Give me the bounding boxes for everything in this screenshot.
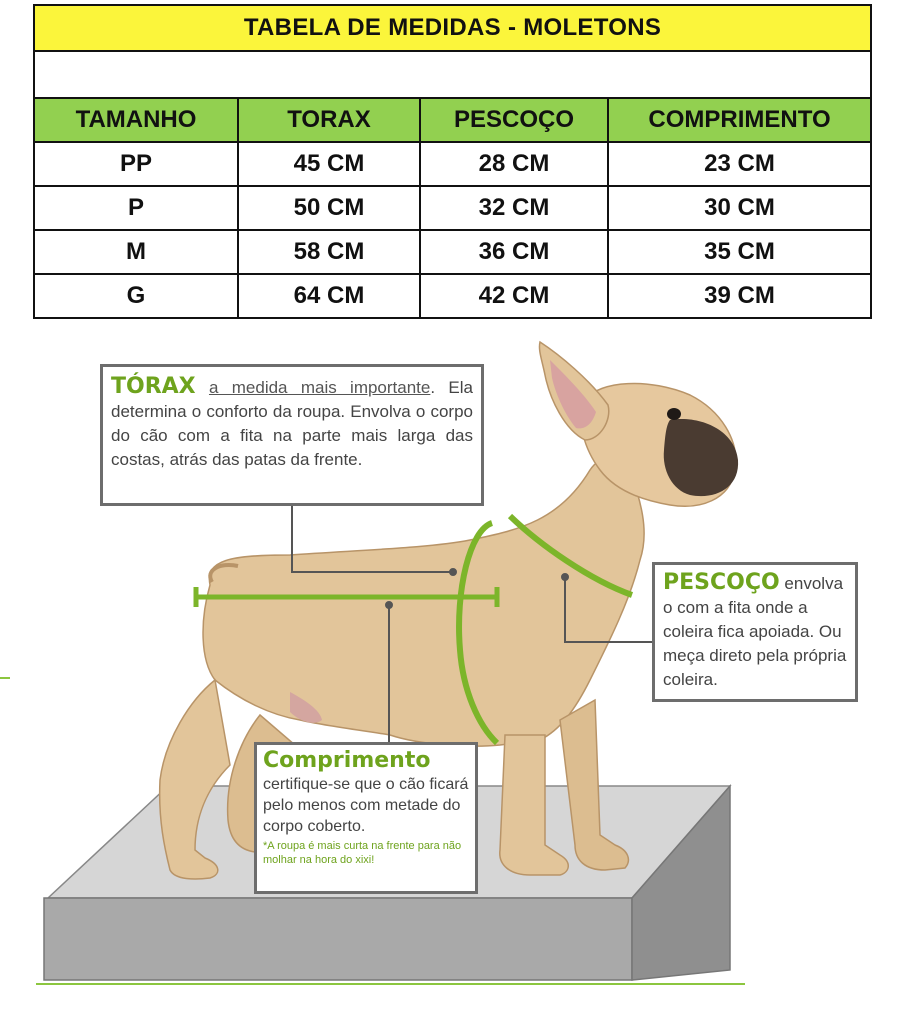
header-pescoco: PESCOÇO [420,98,608,142]
torax-callout-text: . Ela determina o conforto da roupa. Envolva o corpo do cão com a fita na parte mais larga das costas, atrás das patas da frente. [111,378,473,469]
table-title: TABELA DE MEDIDAS - MOLETONS [34,5,871,51]
cell-pescoco: 36 CM [420,230,608,274]
cell-size: M [34,230,238,274]
cell-pescoco: 28 CM [420,142,608,186]
header-tamanho: TAMANHO [34,98,238,142]
cell-torax: 45 CM [238,142,420,186]
comprimento-callout-note: *A roupa é mais curta na frente para não molhar na hora do xixi! [263,840,462,866]
torax-callout [100,364,484,506]
comprimento-callout-title: Comprimento [263,748,431,773]
cell-comprimento: 35 CM [608,230,871,274]
cell-comprimento: 23 CM [608,142,871,186]
cell-torax: 58 CM [238,230,420,274]
cell-comprimento: 39 CM [608,274,871,318]
cell-comprimento: 30 CM [608,186,871,230]
cell-pescoco: 32 CM [420,186,608,230]
header-torax: TORAX [238,98,420,142]
torax-callout-title: TÓRAX [111,374,196,399]
cell-size: G [34,274,238,318]
torax-callout-highlight: a medida mais importante [208,378,431,397]
cell-size: P [34,186,238,230]
header-comprimento: COMPRIMENTO [608,98,871,142]
pescoco-callout-text: envolva o com a fita onde a coleira fica apoiada. Ou meça direto pela própria coleira. [663,574,847,689]
pescoco-callout [652,562,858,702]
comprimento-callout [254,742,478,894]
comprimento-callout-text: certifique-se que o cão ficará pelo menos com metade do corpo coberto. [263,776,469,835]
cell-size: PP [34,142,238,186]
cell-pescoco: 42 CM [420,274,608,318]
cell-torax: 64 CM [238,274,420,318]
pescoco-callout-title: PESCOÇO [663,570,780,595]
cell-torax: 50 CM [238,186,420,230]
